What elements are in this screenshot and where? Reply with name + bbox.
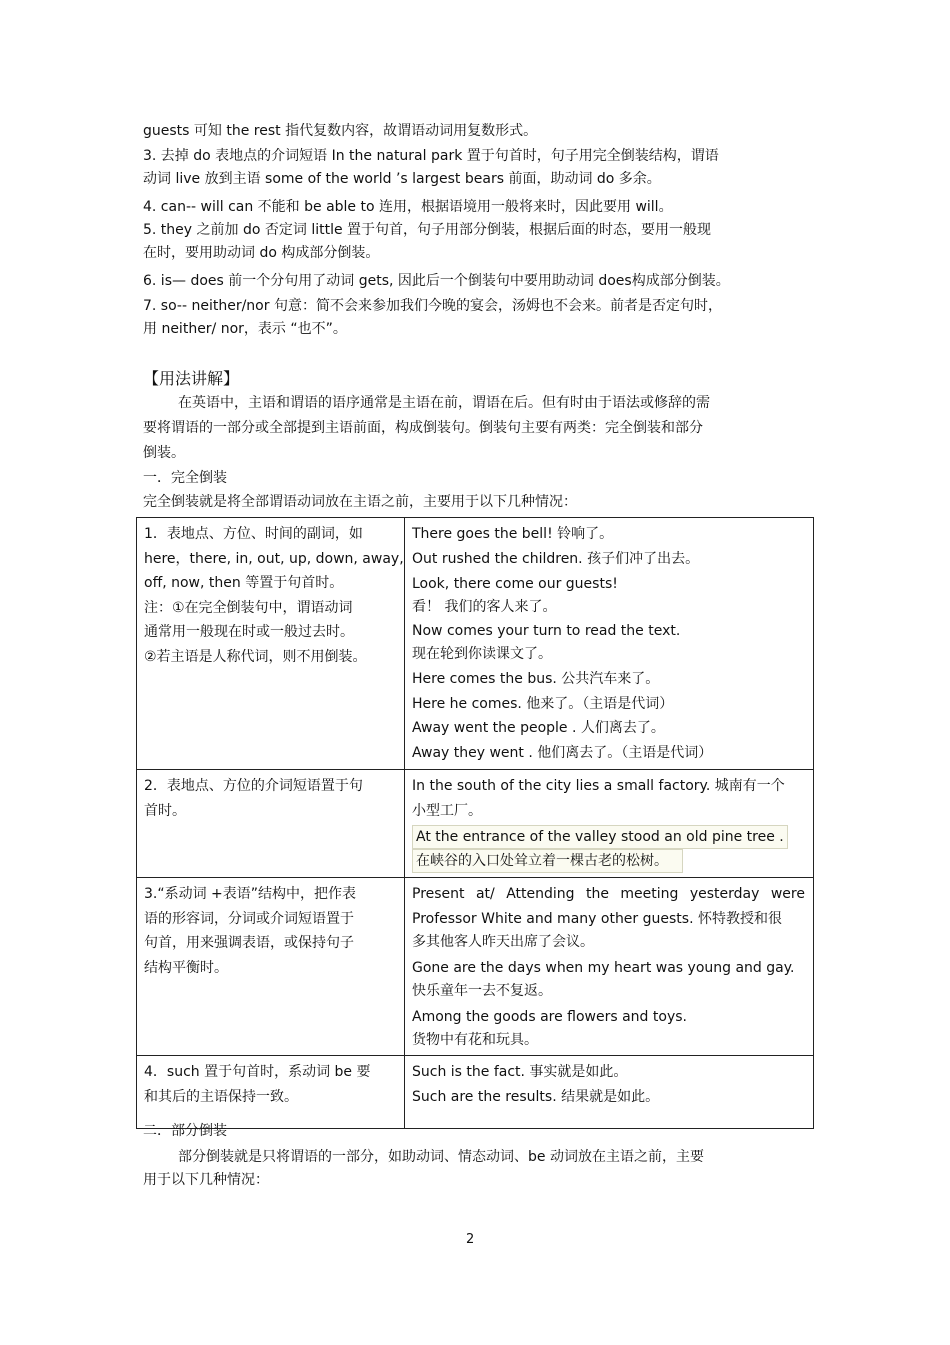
table-row xyxy=(137,518,814,770)
intro-line: 用 neither/ nor，表示 “也不”。 xyxy=(143,321,347,337)
section-title: 【用法讲解】 xyxy=(143,369,240,388)
part1-title: 一．完全倒装 xyxy=(143,470,227,486)
example-pair xyxy=(412,571,807,618)
rule-line: 3.“系动词 +表语”结构中，把作表 xyxy=(144,886,357,902)
example-pair xyxy=(412,618,807,665)
word: were xyxy=(770,886,805,902)
paragraph-line: 要将谓语的一部分或全部提到主语前面，构成倒装句。倒装句主要有两类：完全倒装和部分 xyxy=(143,420,703,436)
word: meeting xyxy=(620,886,679,902)
example-translation: 现在轮到你读课文了。 xyxy=(412,645,552,662)
example-cell xyxy=(405,770,814,878)
intro-line: 在时，要用助动词 do 构成部分倒装。 xyxy=(143,245,380,261)
word: yesterday xyxy=(689,886,760,902)
intro-line: 7. so-- neither/nor 句意：简不会来参加我们今晚的宴会，汤姆也不会来。前者是否定句时， xyxy=(143,298,722,314)
intro-line: 5. they 之前加 do 否定词 little 置于句首，句子用部分倒装，根据后面的时态，要用一般现 xyxy=(143,222,712,238)
rule-cell xyxy=(137,770,405,878)
example-sentence: Away they went . 他们离去了。（主语是代词） xyxy=(412,744,713,761)
rule-line: ②若主语是人称代词，则不用倒装。 xyxy=(144,648,367,665)
highlighted-translation: 在峡谷的入口处耸立着一棵古老的松树。 xyxy=(412,849,683,873)
part2-title: 二．部分倒装 xyxy=(143,1123,227,1139)
example-sentence: Among the goods are flowers and toys. xyxy=(412,1009,687,1025)
rule-line: 通常用一般现在时或一般过去时。 xyxy=(144,624,354,640)
example-translation: 货物中有花和玩具。 xyxy=(412,1031,538,1048)
word: Attending xyxy=(506,886,575,902)
rule-cell xyxy=(137,878,405,1056)
rule-line: 结构平衡时。 xyxy=(144,959,228,976)
rule-line: off, now, then 等置于句首时。 xyxy=(144,575,344,591)
example-sentence: Away went the people . 人们离去了。 xyxy=(412,720,665,736)
rule-line: 和其后的主语保持一致。 xyxy=(144,1088,298,1105)
example-sentence: Look, there come our guests! xyxy=(412,576,618,592)
intro-line: 6. is— does 前一个分句用了动词 gets, 因此后一个倒装句中要用助动词 does构成部分倒装。 xyxy=(143,273,730,289)
example-sentence: Here he comes. 他来了。（主语是代词） xyxy=(412,695,674,712)
rule-line: 句首，用来强调表语，或保持句子 xyxy=(144,935,354,951)
example-pair xyxy=(412,953,807,1002)
rule-line: 4．such 置于句首时，系动词 be 要 xyxy=(144,1064,371,1080)
rule-line: here，there, in, out, up, down, away, xyxy=(144,550,404,567)
example-sentence: Such is the fact. 事实就是如此。 xyxy=(412,1064,628,1080)
rule-cell xyxy=(137,518,405,770)
example-cell xyxy=(405,518,814,770)
rule-line: 1．表地点、方位、时间的副词，如 xyxy=(144,526,363,542)
inversion-table xyxy=(136,517,814,1129)
example-pair xyxy=(412,1002,807,1051)
intro-line: guests 可知 the rest 指代复数内容，故谓语动词用复数形式。 xyxy=(143,123,538,139)
word: Present xyxy=(412,886,465,902)
page-number: 2 xyxy=(466,1232,475,1247)
example-sentence: Such are the results. 结果就是如此。 xyxy=(412,1088,660,1105)
rule-line: 首时。 xyxy=(144,802,186,819)
highlighted-sentence: At the entrance of the valley stood an old pine tree . xyxy=(412,825,788,849)
example-sentence: Gone are the days when my heart was young and gay. xyxy=(412,960,795,976)
example-translation: 看！ 我们的客人来了。 xyxy=(412,598,557,615)
rule-line: 注：①在完全倒装句中，谓语动词 xyxy=(144,599,353,616)
example-sentence: Professor White and many other guests. 怀特教授和很 xyxy=(412,910,782,927)
part2-description: 部分倒装就是只将谓语的一部分，如助动词、情态动词、be 动词放在主语之前，主要 xyxy=(178,1149,704,1165)
example-sentence: Out rushed the children. 孩子们冲了出去。 xyxy=(412,550,700,567)
intro-line: 动词 live 放到主语 some of the world ’s largest bears 前面，助动词 do 多余。 xyxy=(143,171,661,187)
table-row xyxy=(137,770,814,878)
part1-description: 完全倒装就是将全部谓语动词放在主语之前，主要用于以下几种情况： xyxy=(143,494,577,510)
table-row xyxy=(137,1056,814,1129)
example-sentence: In the south of the city lies a small factory. 城南有一个 xyxy=(412,778,785,794)
example-sentence: There goes the bell! 铃响了。 xyxy=(412,526,614,542)
word: the xyxy=(585,886,609,902)
part2-description: 用于以下几种情况： xyxy=(143,1172,269,1188)
example-sentence: Here comes the bus. 公共汽车来了。 xyxy=(412,671,660,687)
rule-line: 2．表地点、方位的介词短语置于句 xyxy=(144,778,363,794)
example-cell xyxy=(405,1056,814,1129)
example-sentence-justified xyxy=(412,882,805,907)
example-translation: 快乐童年一去不复返。 xyxy=(412,982,552,999)
example-sentence: Now comes your turn to read the text. xyxy=(412,623,681,639)
intro-line: 3. 去掉 do 表地点的介词短语 In the natural park 置于句首时，句子用完全倒装结构，谓语 xyxy=(143,148,719,164)
word: at/ xyxy=(475,886,495,902)
example-cell xyxy=(405,878,814,1056)
rule-line: 语的形容词，分词或介词短语置于 xyxy=(144,910,354,927)
paragraph-line: 倒装。 xyxy=(143,445,185,461)
table-row xyxy=(137,878,814,1056)
rule-cell xyxy=(137,1056,405,1129)
example-translation: 小型工厂。 xyxy=(412,802,482,819)
intro-line: 4. can-- will can 不能和 be able to 连用，根据语境用一般将来时，因此要用 will。 xyxy=(143,199,673,215)
example-translation: 多其他客人昨天出席了会议。 xyxy=(412,934,594,950)
paragraph-line: 在英语中，主语和谓语的语序通常是主语在前，谓语在后。但有时由于语法或修辞的需 xyxy=(178,395,710,411)
